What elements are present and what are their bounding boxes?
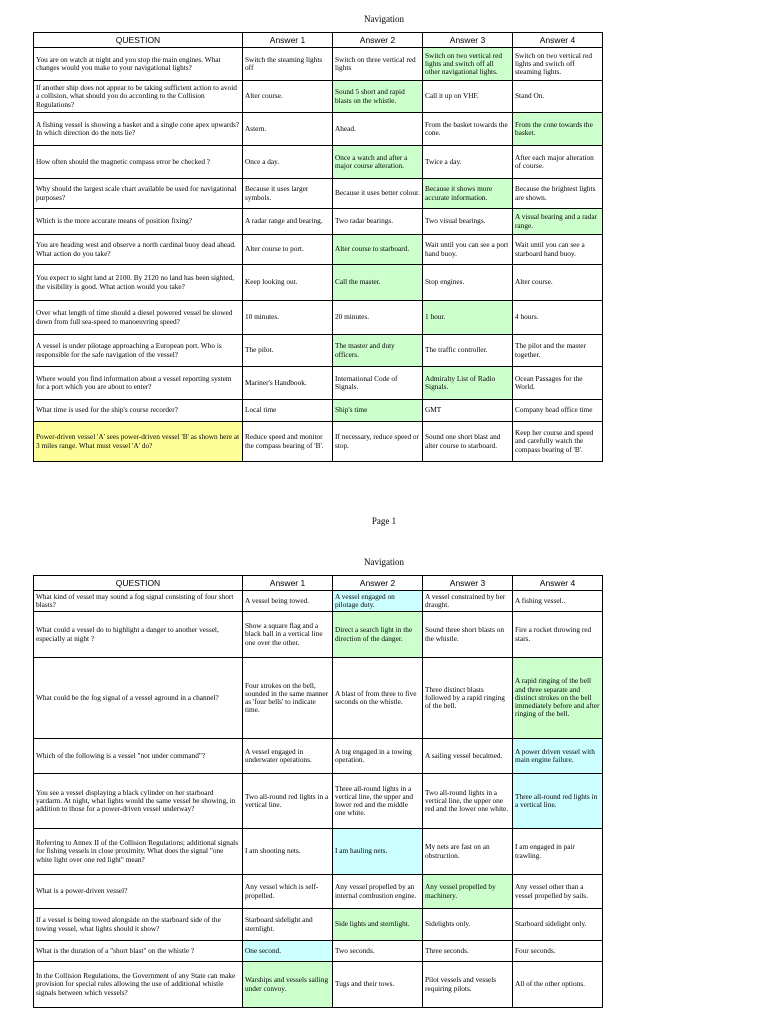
question-cell: What kind of vessel may sound a fog signal consisting of four short blasts? bbox=[34, 591, 243, 612]
question-cell: What is a power-driven vessel? bbox=[34, 875, 243, 909]
table-row bbox=[34, 962, 603, 1008]
question-cell: Over what length of time should a diesel powered vessel be slowed down from full sea-speed to manoeuvring speed? bbox=[34, 301, 243, 335]
answer-3-cell: My nets are fast on an obstruction. bbox=[423, 829, 513, 875]
answer-2-cell: I am hauling nets. bbox=[333, 829, 423, 875]
question-cell: Where would you find information about a vessel reporting system for a port which you are about to enter? bbox=[34, 367, 243, 400]
answer-2-cell: The master and duty officers. bbox=[333, 335, 423, 367]
answer-4-cell: 4 hours. bbox=[513, 301, 603, 335]
answer-2-cell: International Code of Signals. bbox=[333, 367, 423, 400]
table-row bbox=[34, 235, 603, 265]
answer-1-cell: Local time bbox=[243, 400, 333, 422]
answer-2-cell: A tug engaged in a towing operation. bbox=[333, 739, 423, 774]
answer-2-cell: Direct a search light in the direction of the danger. bbox=[333, 612, 423, 658]
answer-2-cell: A blast of from three to five seconds on the whistle. bbox=[333, 658, 423, 739]
answer-1-cell: Starboard sidelight and sternlight. bbox=[243, 909, 333, 941]
page-title: Navigation bbox=[364, 557, 404, 567]
answer-1-cell: A radar range and bearing. bbox=[243, 209, 333, 235]
answer-1-cell: Because it uses larger symbols. bbox=[243, 179, 333, 209]
question-cell: Why should the largest scale chart available be used for navigational purposes? bbox=[34, 179, 243, 209]
answer-3-cell: Call it up on VHF. bbox=[423, 81, 513, 113]
answer-3-cell: Stop engines. bbox=[423, 265, 513, 301]
answer-1-cell: Mariner's Handbook. bbox=[243, 367, 333, 400]
header-answer-3: Answer 3 bbox=[423, 33, 513, 48]
answer-2-cell: Side lights and sternlight. bbox=[333, 909, 423, 941]
table-row bbox=[34, 335, 603, 367]
answer-2-cell: Because it uses better colour. bbox=[333, 179, 423, 209]
header-answer-4: Answer 4 bbox=[513, 576, 603, 591]
answer-2-cell: 20 minutes. bbox=[333, 301, 423, 335]
answer-3-cell: Because it shows more accurate information. bbox=[423, 179, 513, 209]
question-cell: If another ship does not appear to be taking sufficient action to avoid a collision, what should you do according to the Collision Regulations? bbox=[34, 81, 243, 113]
answer-2-cell: A vessel engaged on pilotage duty. bbox=[333, 591, 423, 612]
answer-4-cell: After each major alteration of course. bbox=[513, 146, 603, 179]
answer-3-cell: The traffic controller. bbox=[423, 335, 513, 367]
answer-3-cell: GMT bbox=[423, 400, 513, 422]
table-row bbox=[34, 400, 603, 422]
header-answer-1: Answer 1 bbox=[243, 576, 333, 591]
header-row bbox=[34, 576, 603, 591]
answer-3-cell: Two all-round lights in a vertical line, the upper one red and the lower one white. bbox=[423, 774, 513, 829]
answer-2-cell: Ship's time bbox=[333, 400, 423, 422]
header-answer-2: Answer 2 bbox=[333, 576, 423, 591]
header-row bbox=[34, 33, 603, 48]
table-row bbox=[34, 265, 603, 301]
answer-3-cell: Sound three short blasts on the whistle. bbox=[423, 612, 513, 658]
header-answer-4: Answer 4 bbox=[513, 33, 603, 48]
answer-4-cell: I am engaged in pair trawling. bbox=[513, 829, 603, 875]
table-row bbox=[34, 941, 603, 962]
question-cell: Referring to Annex II of the Collision Regulations; additional signals for fishing vessels in close proximity. What does the signal "one white light over one red light" mean? bbox=[34, 829, 243, 875]
answer-2-cell: Three all-round lights in a vertical line, the upper and lower red and the middle one white. bbox=[333, 774, 423, 829]
answer-1-cell: Show a square flag and a black ball in a vertical line one over the other. bbox=[243, 612, 333, 658]
answer-3-cell: Three seconds. bbox=[423, 941, 513, 962]
answer-2-cell: Switch on three vertical red lights bbox=[333, 48, 423, 81]
question-cell: You are heading west and observe a north cardinal buoy dead ahead. What action do you take? bbox=[34, 235, 243, 265]
answer-2-cell: Two seconds. bbox=[333, 941, 423, 962]
answer-1-cell: I am shooting nets. bbox=[243, 829, 333, 875]
answer-3-cell: Two visual bearings. bbox=[423, 209, 513, 235]
answer-4-cell: A rapid ringing of the bell and three separate and distinct strokes on the bell immediately before and after ringing of the bell. bbox=[513, 658, 603, 739]
answer-4-cell: Because the brightest lights are shown. bbox=[513, 179, 603, 209]
answer-2-cell: Sound 5 short and rapid blasts on the whistle. bbox=[333, 81, 423, 113]
table-row bbox=[34, 81, 603, 113]
question-cell: Which of the following is a vessel "not under command"? bbox=[34, 739, 243, 774]
table-row bbox=[34, 48, 603, 81]
question-cell: Power-driven vessel 'A' sees power-driven vessel 'B' as shown here at 3 miles range. What must vessel 'A' do? bbox=[34, 422, 243, 462]
answer-1-cell: A vessel engaged in underwater operations. bbox=[243, 739, 333, 774]
answer-2-cell: Call the master. bbox=[333, 265, 423, 301]
answer-2-cell: Any vessel propelled by an internal combustion engine. bbox=[333, 875, 423, 909]
table-row bbox=[34, 829, 603, 875]
table-row bbox=[34, 612, 603, 658]
question-cell: What is the duration of a "short blast" on the whistle ? bbox=[34, 941, 243, 962]
question-cell: You see a vessel displaying a black cylinder on her starboard yardarm. At night, what lights would the same vessel be showing, in addition to those for a power-driven vessel underway? bbox=[34, 774, 243, 829]
table-row bbox=[34, 658, 603, 739]
answer-4-cell: Stand On. bbox=[513, 81, 603, 113]
answer-3-cell: Sidelights only. bbox=[423, 909, 513, 941]
header-question: QUESTION bbox=[34, 576, 243, 591]
answer-4-cell: From the cone towards the basket. bbox=[513, 113, 603, 146]
header-answer-3: Answer 3 bbox=[423, 576, 513, 591]
answer-3-cell: Wait until you can see a port hand buoy. bbox=[423, 235, 513, 265]
answer-3-cell: 1 hour. bbox=[423, 301, 513, 335]
answer-3-cell: From the basket towards the cone. bbox=[423, 113, 513, 146]
answer-1-cell: Keep looking out. bbox=[243, 265, 333, 301]
question-cell: What could be the fog signal of a vessel aground in a channel? bbox=[34, 658, 243, 739]
answer-4-cell: Keep her course and speed and carefully watch the compass bearing of 'B'. bbox=[513, 422, 603, 462]
question-table bbox=[33, 575, 603, 1008]
table-row bbox=[34, 113, 603, 146]
question-cell: How often should the magnetic compass error be checked ? bbox=[34, 146, 243, 179]
header-question: QUESTION bbox=[34, 33, 243, 48]
question-cell: What time is used for the ship's course recorder? bbox=[34, 400, 243, 422]
question-cell: What could a vessel do to highlight a danger to another vessel, especially at night ? bbox=[34, 612, 243, 658]
answer-1-cell: Four strokes on the bell, sounded in the same manner as 'four bells' to indicate time. bbox=[243, 658, 333, 739]
question-cell: A fishing vessel is showing a basket and a single cone apex upwards? In which direction do the nets lie? bbox=[34, 113, 243, 146]
answer-1-cell: Once a day. bbox=[243, 146, 333, 179]
answer-1-cell: Any vessel which is self-propelled. bbox=[243, 875, 333, 909]
answer-4-cell: A visual bearing and a radar range. bbox=[513, 209, 603, 235]
question-table bbox=[33, 32, 603, 462]
answer-4-cell: Ocean Passages for the World. bbox=[513, 367, 603, 400]
question-cell: Which is the more accurate means of position fixing? bbox=[34, 209, 243, 235]
answer-3-cell: Pilot vessels and vessels requiring pilots. bbox=[423, 962, 513, 1008]
table-row bbox=[34, 774, 603, 829]
answer-1-cell: Astern. bbox=[243, 113, 333, 146]
question-cell: A vessel is under pilotage approaching a European port. Who is responsible for the safe navigation of the vessel? bbox=[34, 335, 243, 367]
answer-4-cell: A power driven vessel with main engine failure. bbox=[513, 739, 603, 774]
answer-3-cell: Switch on two vertical red lights and switch off all other navigational lights. bbox=[423, 48, 513, 81]
answer-2-cell: Once a watch and after a major course alteration. bbox=[333, 146, 423, 179]
answer-4-cell: A fishing vessel.. bbox=[513, 591, 603, 612]
answer-1-cell: Two all-round red lights in a vertical line. bbox=[243, 774, 333, 829]
header-answer-2: Answer 2 bbox=[333, 33, 423, 48]
page-title: Navigation bbox=[364, 14, 404, 24]
table-row bbox=[34, 146, 603, 179]
answer-2-cell: Two radar bearings. bbox=[333, 209, 423, 235]
table-row bbox=[34, 179, 603, 209]
table-row bbox=[34, 209, 603, 235]
answer-1-cell: One second. bbox=[243, 941, 333, 962]
answer-1-cell: Alter course to port. bbox=[243, 235, 333, 265]
question-cell: You are on watch at night and you stop the main engines. What changes would you make to your navigational lights? bbox=[34, 48, 243, 81]
answer-1-cell: Reduce speed and monitor the compass bearing of 'B'. bbox=[243, 422, 333, 462]
answer-2-cell: Ahead. bbox=[333, 113, 423, 146]
answer-4-cell: The pilot and the master together. bbox=[513, 335, 603, 367]
answer-4-cell: All of the other options. bbox=[513, 962, 603, 1008]
question-cell: In the Collision Regulations, the Government of any State can make provision for special rules allowing the use of additional whistle signals between which vessels? bbox=[34, 962, 243, 1008]
answer-4-cell: Alter course. bbox=[513, 265, 603, 301]
answer-1-cell: A vessel being towed. bbox=[243, 591, 333, 612]
answer-4-cell: Company head office time bbox=[513, 400, 603, 422]
table-row bbox=[34, 909, 603, 941]
answer-3-cell: Three distinct blasts followed by a rapid ringing of the bell. bbox=[423, 658, 513, 739]
table-row bbox=[34, 591, 603, 612]
question-cell: You expect to sight land at 2100. By 2120 no land has been sighted, the visibility is good. What action would you take? bbox=[34, 265, 243, 301]
answer-4-cell: Wait until you can see a starboard hand buoy. bbox=[513, 235, 603, 265]
answer-3-cell: Sound one short blast and alter course to starboard. bbox=[423, 422, 513, 462]
answer-1-cell: 10 minutes. bbox=[243, 301, 333, 335]
answer-1-cell: Alter course. bbox=[243, 81, 333, 113]
answer-3-cell: Any vessel propelled by machinery. bbox=[423, 875, 513, 909]
question-cell: If a vessel is being towed alongside on the starboard side of the towing vessel, what lights should it show? bbox=[34, 909, 243, 941]
answer-2-cell: Alter course to starboard. bbox=[333, 235, 423, 265]
answer-2-cell: If necessary, reduce speed or stop. bbox=[333, 422, 423, 462]
answer-4-cell: Any vessel other than a vessel propelled by sails. bbox=[513, 875, 603, 909]
answer-4-cell: Fire a rocket throwing red stars. bbox=[513, 612, 603, 658]
answer-1-cell: Warships and vessels sailing under convoy. bbox=[243, 962, 333, 1008]
table-row bbox=[34, 875, 603, 909]
header-answer-1: Answer 1 bbox=[243, 33, 333, 48]
answer-4-cell: Switch on two vertical red lights and switch off steaming lights. bbox=[513, 48, 603, 81]
answer-4-cell: Four seconds. bbox=[513, 941, 603, 962]
page-number: Page 1 bbox=[371, 516, 397, 526]
answer-3-cell: Twice a day. bbox=[423, 146, 513, 179]
answer-3-cell: A sailing vessel becalmed. bbox=[423, 739, 513, 774]
table-row bbox=[34, 301, 603, 335]
table-row bbox=[34, 739, 603, 774]
answer-2-cell: Tugs and their tows. bbox=[333, 962, 423, 1008]
answer-4-cell: Starboard sidelight only. bbox=[513, 909, 603, 941]
table-row bbox=[34, 422, 603, 462]
answer-1-cell: Switch the steaming lights off bbox=[243, 48, 333, 81]
answer-1-cell: The pilot. bbox=[243, 335, 333, 367]
table-row bbox=[34, 367, 603, 400]
answer-3-cell: A vessel constrained by her draught. bbox=[423, 591, 513, 612]
answer-4-cell: Three all-round red lights in a vertical line. bbox=[513, 774, 603, 829]
answer-3-cell: Admiralty List of Radio Signals. bbox=[423, 367, 513, 400]
